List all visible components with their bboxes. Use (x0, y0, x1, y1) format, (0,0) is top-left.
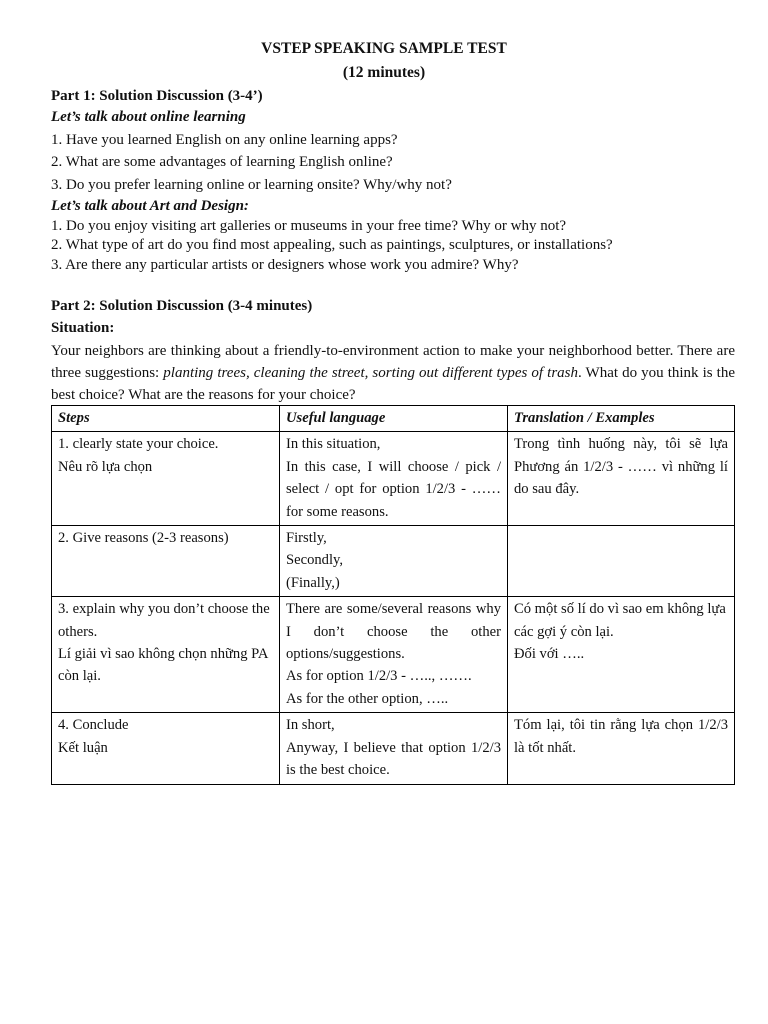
situation-suggestions: planting trees, cleaning the street, sorting out different types of trash (163, 365, 579, 381)
test-duration: (12 minutes) (342, 64, 426, 81)
steps-text: 1. clearly state your choice. (58, 436, 219, 453)
translation-cell (508, 432, 735, 526)
topic2-question: 1. Do you enjoy visiting art galleries or museums in your free time? Why or why not? (51, 218, 567, 234)
steps-cell (52, 713, 280, 784)
translation-cell (508, 713, 735, 784)
translation-text: Tóm lại, tôi tin rằng lựa chọn 1/2/3 là tốt nhất. (514, 717, 728, 756)
language-cell (280, 526, 508, 597)
steps-text: 4. Conclude (58, 717, 129, 734)
language-text: As for the other option, ….. (286, 690, 449, 707)
language-text: As for option 1/2/3 - ….., ……. (286, 668, 472, 685)
topic2-title: Let’s talk about Art and Design: (51, 198, 249, 214)
column-header-translation: Translation / Examples (508, 406, 735, 432)
situation-paragraph (51, 340, 735, 406)
column-header-steps: Steps (52, 406, 280, 432)
language-text: Firstly, (286, 530, 327, 547)
topic1-question: 3. Do you prefer learning online or learning onsite? Why/why not? (51, 177, 452, 193)
steps-cell (52, 526, 280, 597)
language-text: In this case, I will choose / pick / select / opt for option 1/2/3 - …… for some reasons. (286, 458, 501, 520)
language-cell (280, 597, 508, 713)
table-row (52, 526, 735, 597)
part1-heading: Part 1: Solution Discussion (3-4’) (51, 88, 263, 104)
steps-text: Lí giải vì sao không chọn những PA còn lại. (58, 646, 268, 685)
language-cell (280, 713, 508, 784)
table-row (52, 713, 735, 784)
steps-text: Nêu rõ lựa chọn (58, 458, 153, 475)
table-header-row (52, 406, 735, 432)
translation-cell (508, 526, 735, 597)
steps-text: 2. Give reasons (2-3 reasons) (58, 530, 229, 547)
column-header-useful-language: Useful language (280, 406, 508, 432)
topic2-question: 3. Are there any particular artists or designers whose work you admire? Why? (51, 257, 519, 273)
translation-text: Có một số lí do vì sao em không lựa các gợi ý còn lại. (514, 601, 726, 640)
steps-text: 3. explain why you don’t choose the others. (58, 601, 270, 640)
situation-text: Your neighbors are thinking about a friendly-to-environment action to make your neighborhood better. There are three suggestions: (51, 343, 735, 381)
translation-text: Trong tình huống này, tôi sẽ lựa Phương án 1/2/3 - …… vì những lí do sau đây. (514, 436, 728, 498)
speaking-guide-table (51, 405, 735, 785)
topic1-question: 2. What are some advantages of learning English online? (51, 154, 393, 170)
topic1-question: 1. Have you learned English on any online learning apps? (51, 132, 398, 148)
language-text: In short, (286, 717, 335, 734)
translation-cell (508, 597, 735, 713)
language-cell (280, 432, 508, 526)
language-text: In this situation, (286, 436, 381, 453)
situation-label: Situation: (51, 320, 115, 336)
table-row (52, 432, 735, 526)
language-text: There are some/several reasons why I don’t choose the other options/suggestions. (286, 601, 501, 663)
language-text: Secondly, (286, 552, 344, 569)
language-text: Anyway, I believe that option 1/2/3 is the best choice. (286, 739, 501, 779)
topic1-title: Let’s talk about online learning (51, 109, 246, 125)
table-row (52, 597, 735, 713)
situation-text: . What do you think is the best choice? What are the reasons for your choice? (51, 365, 736, 403)
language-text: (Finally,) (286, 574, 340, 591)
page-title: VSTEP SPEAKING SAMPLE TEST (261, 40, 507, 57)
steps-cell (52, 432, 280, 526)
part2-heading: Part 2: Solution Discussion (3-4 minutes) (51, 298, 313, 314)
translation-text: Đối với ….. (514, 646, 585, 663)
topic2-question: 2. What type of art do you find most appealing, such as paintings, sculptures, or installations? (51, 237, 613, 253)
steps-cell (52, 597, 280, 713)
steps-text: Kết luận (58, 739, 108, 756)
